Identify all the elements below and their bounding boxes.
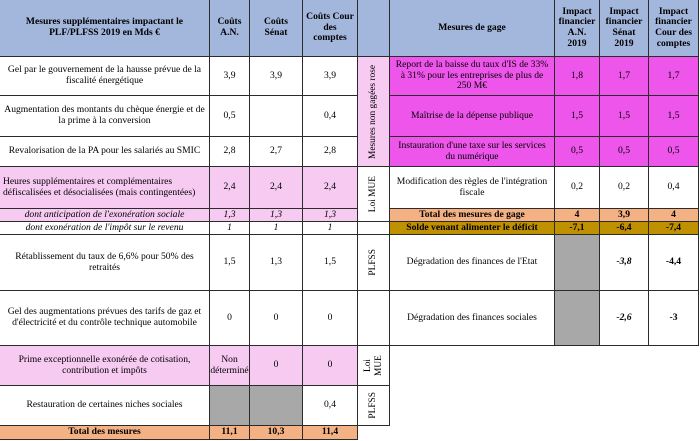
header-couts-cour: Coûts Cour des comptes <box>302 0 358 57</box>
measure-cost-cour: 3,9 <box>302 56 358 96</box>
gage-impact-cour: 1,7 <box>648 56 699 96</box>
header-couts-senat: Coûts Sénat <box>249 0 303 57</box>
header-blank <box>357 0 390 57</box>
measure-label: Prime exceptionnelle exonérée de cotisation, contribution et impôts <box>0 345 210 386</box>
measure-cost-an: 1,3 <box>209 208 250 222</box>
measure-cost-an: 1 <box>209 221 250 235</box>
gage-label: Instauration d'une taxe sur les services du numérique <box>389 136 555 167</box>
degradation-senat: -2,6 <box>599 290 649 346</box>
measure-label: Restauration de certaines niches sociales <box>0 385 210 426</box>
side-label-blank <box>357 221 390 235</box>
degradation-an-blank <box>554 234 600 291</box>
solde-label: Solde venant alimenter le déficit <box>389 221 555 235</box>
gage-impact-senat: 1,7 <box>599 56 649 96</box>
measure-label: Gel par le gouvernement de la hausse prévue de la fiscalité énergétique <box>0 56 210 96</box>
measure-label: Rétablissement du taux de 6,6% pour 50% des retraités <box>0 234 210 291</box>
side-label-plfss: PLFSS <box>357 385 390 426</box>
measure-cost-cour: 1,3 <box>302 208 358 222</box>
degradation-cour: -3 <box>648 290 699 346</box>
measure-label: Revalorisation de la PA pour les salariés au SMIC <box>0 136 210 167</box>
measure-cost-an: 0 <box>209 290 250 346</box>
header-mesures-gage: Mesures de gage <box>389 0 555 57</box>
total-mesures-senat: 10,3 <box>249 425 303 440</box>
measure-cost-senat: 0 <box>249 290 303 346</box>
measure-cost-an: 0,5 <box>209 95 250 137</box>
total-gage-an: 4 <box>554 208 600 222</box>
measure-cost-an: 3,9 <box>209 56 250 96</box>
measure-label: Heures supplémentaires et complémentaires défiscalisées et désocialisées (mais contingentées) <box>0 166 210 209</box>
measure-cost-senat: 1 <box>249 221 303 235</box>
side-label-loi-mue: Loi MUE <box>357 345 390 386</box>
header-impact-senat: Impact financier Sénat 2019 <box>599 0 649 57</box>
degradation-label: Dégradation des finances de l'Etat <box>389 234 555 291</box>
gage-impact-cour: 1,5 <box>648 95 699 137</box>
measure-cost-senat: 3,9 <box>249 56 303 96</box>
measure-cost-senat <box>249 95 303 137</box>
solde-cour: -7,4 <box>648 221 699 235</box>
measure-cost-an: 2,8 <box>209 136 250 167</box>
side-label-loi-mue: Loi MUE <box>357 166 390 222</box>
measure-label: dont exonération de l'impôt sur le revenu <box>0 221 210 235</box>
gage-label: Maîtrise de la dépense publique <box>389 95 555 137</box>
header-impact-an: Impact financier A.N. 2019 <box>554 0 600 57</box>
measure-cost-senat <box>249 385 303 426</box>
measure-cost-senat: 1,3 <box>249 208 303 222</box>
gage-impact-cour: 0,4 <box>648 166 699 209</box>
side-label-empty <box>357 290 390 346</box>
gage-label: Report de la baisse du taux d'IS de 33% à 31% pour les entreprises de plus de 250 M€ <box>389 56 555 96</box>
measure-cost-cour: 1 <box>302 221 358 235</box>
side-label-non-gagees: Mesures non gagées rose <box>357 56 390 167</box>
gage-impact-cour: 0,5 <box>648 136 699 167</box>
gage-impact-an: 0,2 <box>554 166 600 209</box>
gage-impact-senat: 0,5 <box>599 136 649 167</box>
measure-cost-cour: 0,4 <box>302 385 358 426</box>
side-label-plfss: PLFSS <box>357 234 390 291</box>
measure-cost-senat: 2,7 <box>249 136 303 167</box>
solde-senat: -6,4 <box>599 221 649 235</box>
measure-cost-cour: 0 <box>302 290 358 346</box>
gage-label: Modification des règles de l'intégration fiscale <box>389 166 555 209</box>
measure-cost-senat: 1,3 <box>249 234 303 291</box>
total-gage-cour: 4 <box>648 208 699 222</box>
gage-impact-an: 1,8 <box>554 56 600 96</box>
measure-cost-an: 2,4 <box>209 166 250 209</box>
measure-cost-cour: 2,8 <box>302 136 358 167</box>
degradation-cour: -4,4 <box>648 234 699 291</box>
measure-cost-cour: 0,4 <box>302 95 358 137</box>
measure-cost-senat: 2,4 <box>249 166 303 209</box>
degradation-label: Dégradation des finances sociales <box>389 290 555 346</box>
measure-cost-senat: 0 <box>249 345 303 386</box>
total-mesures-an: 11,1 <box>209 425 250 440</box>
measure-cost-cour: 1,5 <box>302 234 358 291</box>
measure-cost-an: Non déterminé <box>209 345 250 386</box>
measure-cost-an <box>209 385 250 426</box>
total-mesures-label: Total des mesures <box>0 425 210 440</box>
header-couts-an: Coûts A.N. <box>209 0 250 57</box>
header-mesures: Mesures supplémentaires impactant le PLF/PLFSS 2019 en Mds € <box>0 0 210 57</box>
measure-cost-an: 1,5 <box>209 234 250 291</box>
degradation-senat: -3,8 <box>599 234 649 291</box>
header-impact-cour: Impact financier Cour des comptes <box>648 0 699 57</box>
solde-an: -7,1 <box>554 221 600 235</box>
measure-label: Gel des augmentations prévues des tarifs de gaz et d'électricité et du contrôle technique automobile <box>0 290 210 346</box>
measure-label: Augmentation des montants du chèque énergie et de la prime à la conversion <box>0 95 210 137</box>
degradation-an-blank <box>554 290 600 346</box>
total-mesures-cour: 11,4 <box>302 425 358 440</box>
total-gage-senat: 3,9 <box>599 208 649 222</box>
gage-impact-senat: 1,5 <box>599 95 649 137</box>
measure-cost-cour: 2,4 <box>302 166 358 209</box>
gage-impact-senat: 0,2 <box>599 166 649 209</box>
gage-impact-an: 0,5 <box>554 136 600 167</box>
measure-label: dont anticipation de l'exonération sociale <box>0 208 210 222</box>
gage-impact-an: 1,5 <box>554 95 600 137</box>
total-gage-label: Total des mesures de gage <box>389 208 555 222</box>
measure-cost-cour: 0 <box>302 345 358 386</box>
